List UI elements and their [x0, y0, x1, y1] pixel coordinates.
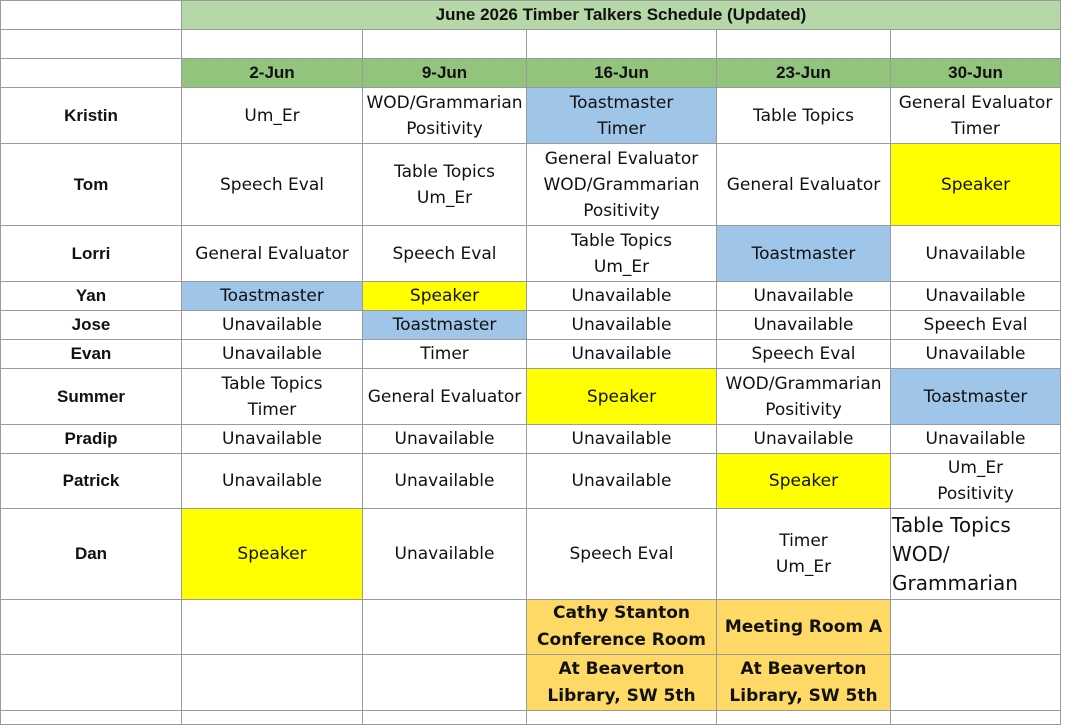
role-cell[interactable]: Speech Eval [363, 226, 527, 282]
role-cell[interactable]: Toastmaster Timer [527, 88, 717, 144]
table-row [1, 226, 1061, 282]
venue-cell[interactable] [182, 600, 363, 655]
role-cell[interactable]: Table Topics [717, 88, 891, 144]
role-cell[interactable]: Unavailable [182, 454, 363, 509]
role-cell[interactable]: Unavailable [891, 340, 1061, 369]
venue-cell[interactable]: At Beaverton Library, SW 5th [717, 655, 891, 711]
venue-row [1, 655, 1061, 711]
role-cell[interactable]: Um_Er Positivity [891, 454, 1061, 509]
role-cell[interactable]: Speaker [363, 282, 527, 311]
role-cell[interactable]: General Evaluator [363, 369, 527, 425]
empty-cell[interactable] [182, 711, 363, 725]
empty-cell[interactable] [363, 30, 527, 59]
role-cell[interactable]: Unavailable [527, 454, 717, 509]
empty-cell[interactable] [717, 30, 891, 59]
date-header[interactable]: 23-Jun [717, 59, 891, 88]
empty-cell[interactable] [891, 30, 1061, 59]
venue-cell[interactable]: Cathy Stanton Conference Room [527, 600, 717, 655]
empty-cell[interactable] [527, 30, 717, 59]
role-cell[interactable]: Speech Eval [527, 509, 717, 600]
role-cell[interactable]: Speech Eval [891, 311, 1061, 340]
empty-cell[interactable] [1, 1, 182, 30]
role-cell[interactable]: General Evaluator [717, 144, 891, 226]
date-header-row [1, 59, 1061, 88]
title-row [1, 1, 1061, 30]
table-row [1, 425, 1061, 454]
empty-cell[interactable] [1, 59, 182, 88]
member-name[interactable]: Evan [1, 340, 182, 369]
member-name[interactable]: Jose [1, 311, 182, 340]
table-row [1, 144, 1061, 226]
member-name[interactable]: Pradip [1, 425, 182, 454]
venue-cell[interactable] [363, 600, 527, 655]
role-cell[interactable]: Unavailable [363, 425, 527, 454]
member-name[interactable]: Patrick [1, 454, 182, 509]
role-cell[interactable]: Timer [363, 340, 527, 369]
member-name[interactable]: Summer [1, 369, 182, 425]
role-cell[interactable]: Unavailable [717, 282, 891, 311]
table-row [1, 509, 1061, 600]
date-header[interactable]: 16-Jun [527, 59, 717, 88]
spacer-row [1, 30, 1061, 59]
role-cell[interactable]: Unavailable [891, 226, 1061, 282]
role-cell[interactable]: Unavailable [182, 311, 363, 340]
table-row [1, 454, 1061, 509]
empty-cell[interactable] [1, 600, 182, 655]
date-header[interactable]: 9-Jun [363, 59, 527, 88]
role-cell[interactable]: WOD/Grammarian Positivity [363, 88, 527, 144]
role-cell[interactable]: Unavailable [717, 311, 891, 340]
role-cell[interactable]: General Evaluator WOD/Grammarian Positivity [527, 144, 717, 226]
role-cell[interactable]: Unavailable [891, 425, 1061, 454]
table-row [1, 340, 1061, 369]
role-cell[interactable]: Speech Eval [182, 144, 363, 226]
date-header[interactable]: 30-Jun [891, 59, 1061, 88]
empty-cell[interactable] [1, 30, 182, 59]
empty-cell[interactable] [717, 711, 891, 725]
role-cell[interactable]: Toastmaster [363, 311, 527, 340]
role-cell[interactable]: Speaker [891, 144, 1061, 226]
role-cell[interactable]: Unavailable [527, 311, 717, 340]
member-name[interactable]: Tom [1, 144, 182, 226]
venue-cell[interactable]: Meeting Room A [717, 600, 891, 655]
role-cell[interactable]: Table Topics Timer [182, 369, 363, 425]
role-cell[interactable]: Unavailable [717, 425, 891, 454]
venue-cell[interactable] [891, 600, 1061, 655]
venue-cell[interactable] [363, 655, 527, 711]
venue-cell[interactable] [182, 655, 363, 711]
schedule-title[interactable]: June 2026 Timber Talkers Schedule (Updated) [182, 1, 1061, 30]
role-cell[interactable]: Table Topics WOD/ Grammarian [891, 509, 1061, 600]
role-cell[interactable]: Speaker [717, 454, 891, 509]
table-row [1, 282, 1061, 311]
table-row [1, 711, 1061, 725]
table-row [1, 88, 1061, 144]
role-cell[interactable]: Table Topics Um_Er [363, 144, 527, 226]
empty-cell[interactable] [182, 30, 363, 59]
role-cell[interactable]: WOD/Grammarian Positivity [717, 369, 891, 425]
empty-cell[interactable] [527, 711, 717, 725]
venue-cell[interactable]: At Beaverton Library, SW 5th [527, 655, 717, 711]
empty-cell[interactable] [891, 711, 1061, 725]
member-name[interactable]: Yan [1, 282, 182, 311]
role-cell[interactable]: Toastmaster [891, 369, 1061, 425]
table-row [1, 311, 1061, 340]
role-cell[interactable]: Unavailable [891, 282, 1061, 311]
venue-cell[interactable] [891, 655, 1061, 711]
member-name[interactable]: Lorri [1, 226, 182, 282]
member-name[interactable]: Kristin [1, 88, 182, 144]
role-cell[interactable]: Unavailable [363, 454, 527, 509]
date-header[interactable]: 2-Jun [182, 59, 363, 88]
role-cell[interactable]: Unavailable [527, 340, 717, 369]
role-cell[interactable]: Unavailable [182, 340, 363, 369]
role-cell[interactable]: Speaker [182, 509, 363, 600]
role-cell[interactable]: Unavailable [527, 282, 717, 311]
role-cell[interactable]: General Evaluator [182, 226, 363, 282]
role-cell[interactable]: Unavailable [527, 425, 717, 454]
role-cell[interactable]: Speaker [527, 369, 717, 425]
role-cell[interactable]: Timer Um_Er [717, 509, 891, 600]
member-name[interactable]: Dan [1, 509, 182, 600]
role-cell[interactable]: Um_Er [182, 88, 363, 144]
empty-cell[interactable] [1, 711, 182, 725]
venue-row [1, 600, 1061, 655]
role-cell[interactable]: Unavailable [363, 509, 527, 600]
role-cell[interactable]: Toastmaster [717, 226, 891, 282]
role-cell[interactable]: Unavailable [182, 425, 363, 454]
empty-cell[interactable] [363, 711, 527, 725]
role-cell[interactable]: General Evaluator Timer [891, 88, 1061, 144]
table-row [1, 369, 1061, 425]
empty-cell[interactable] [1, 655, 182, 711]
role-cell[interactable]: Table Topics Um_Er [527, 226, 717, 282]
role-cell[interactable]: Toastmaster [182, 282, 363, 311]
role-cell[interactable]: Speech Eval [717, 340, 891, 369]
